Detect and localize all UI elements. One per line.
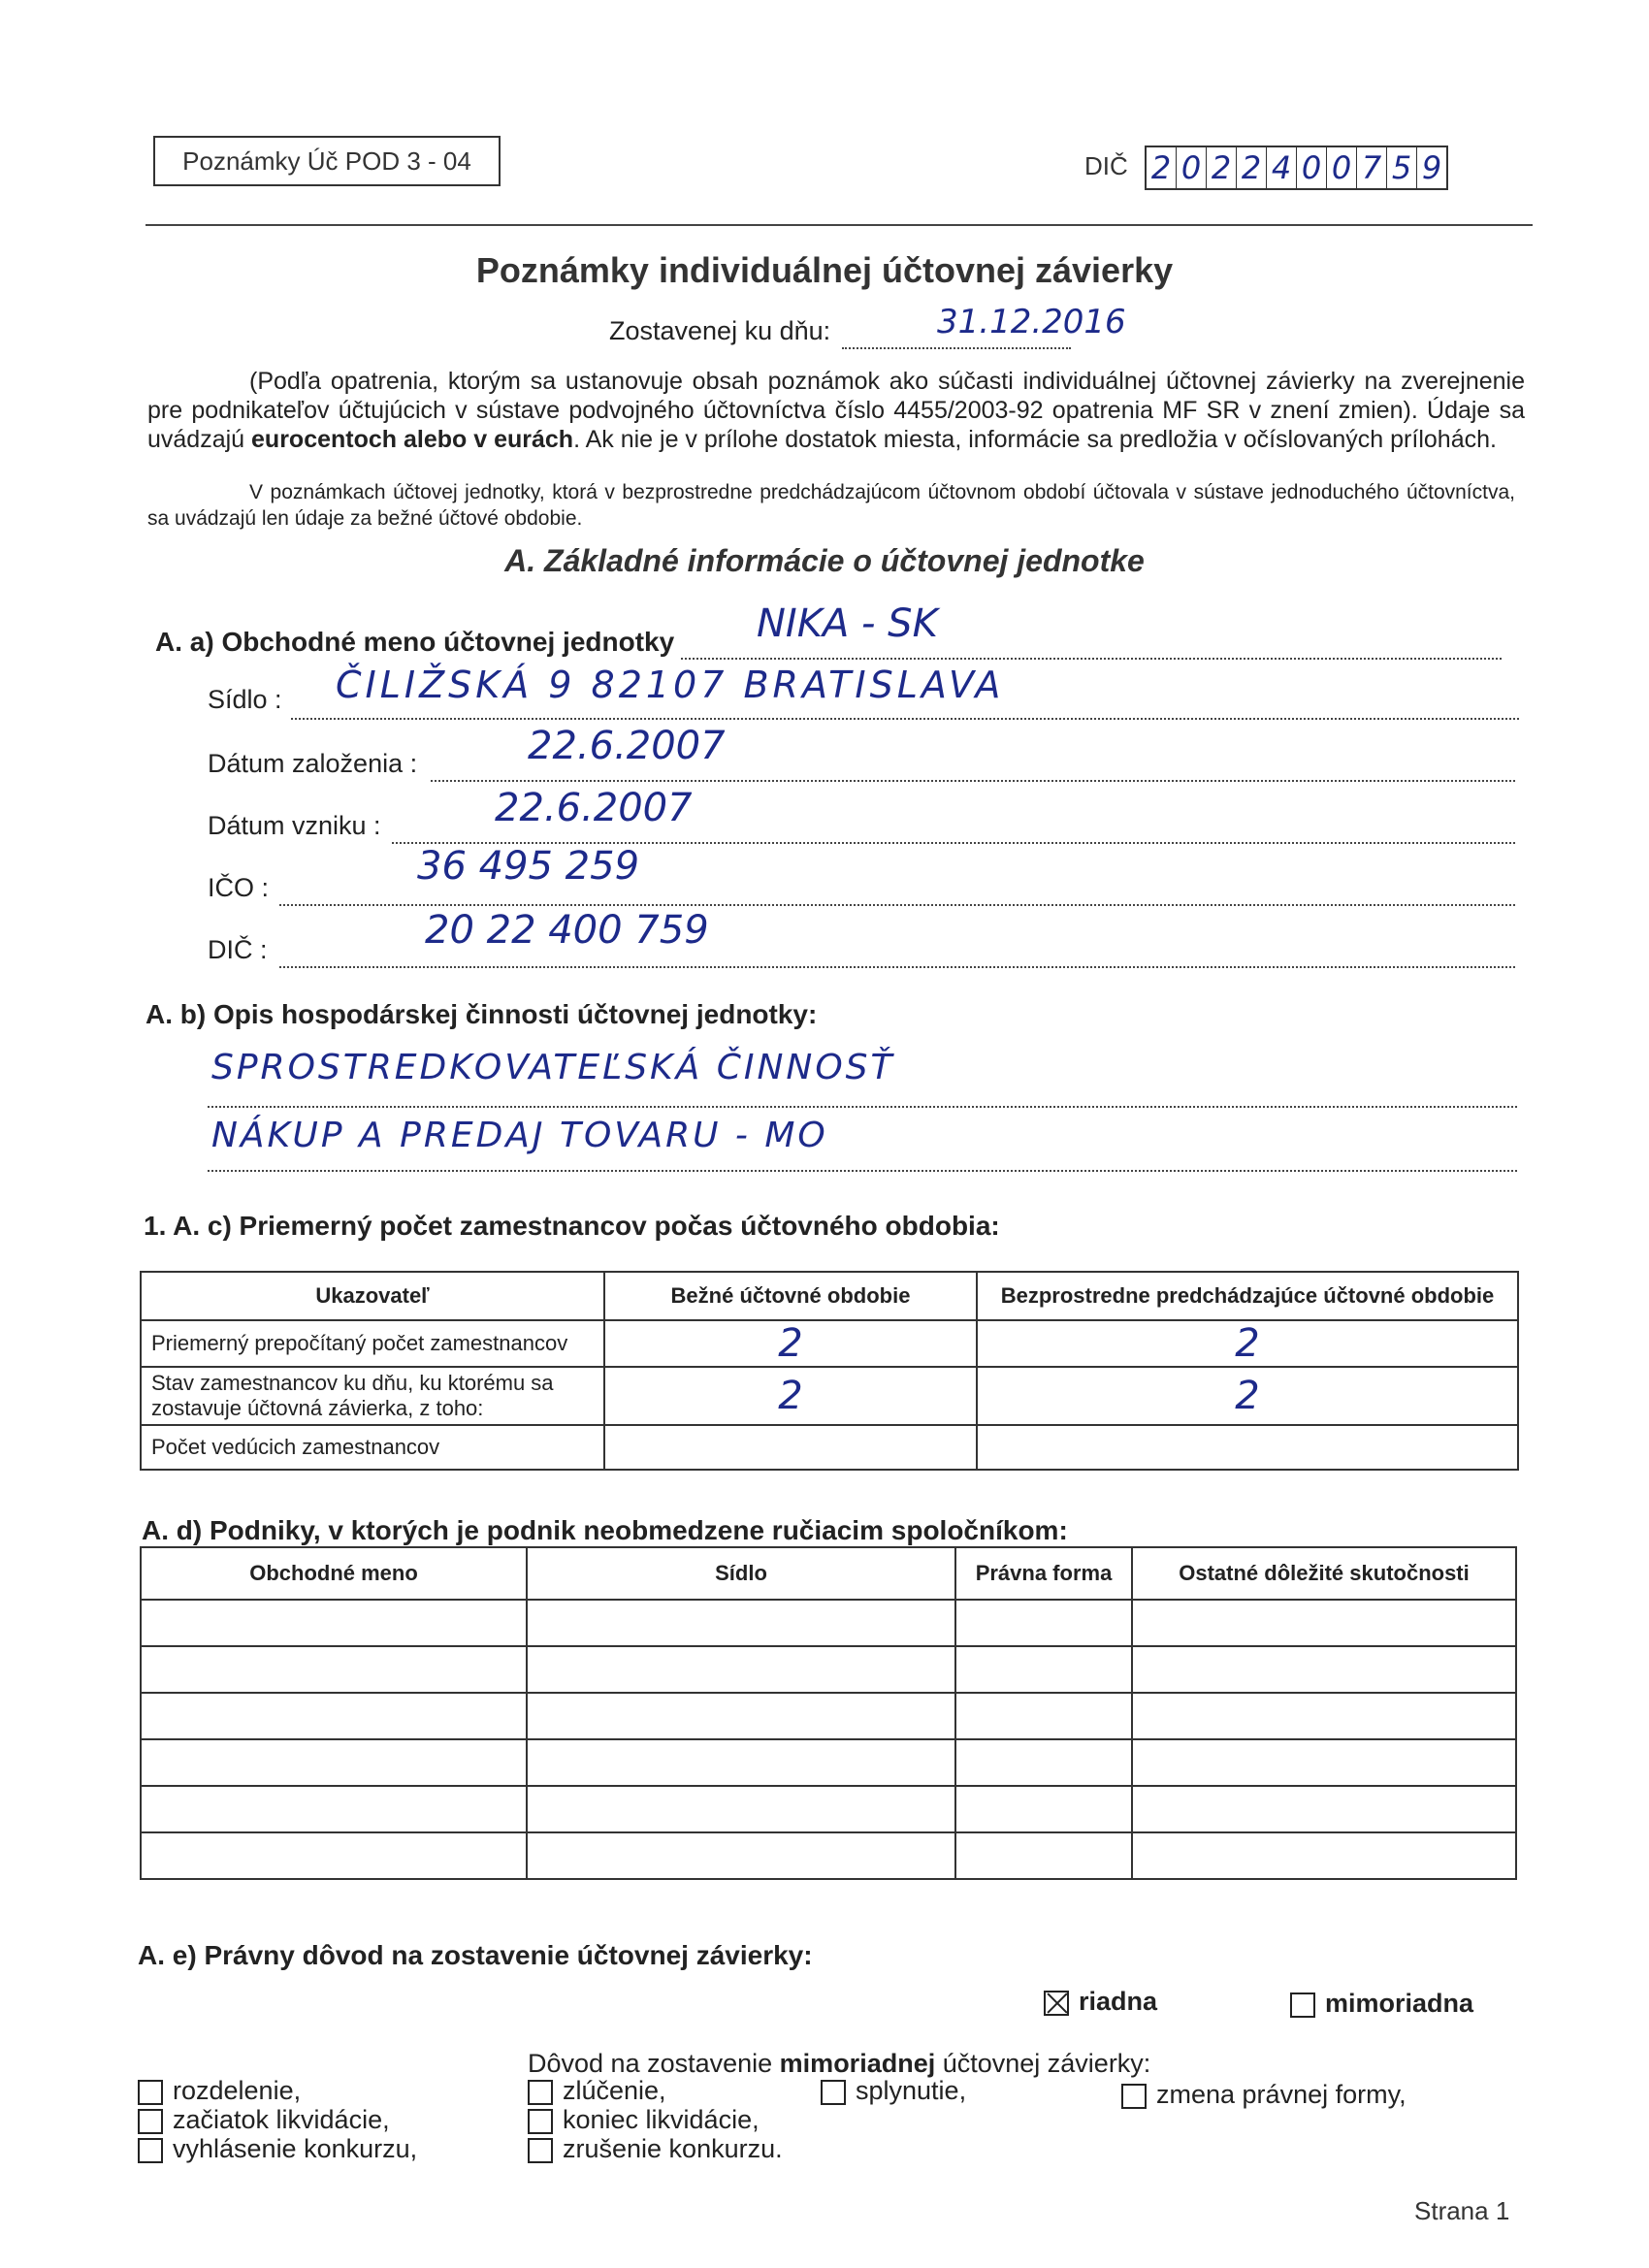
ico-value[interactable]: 36 495 259 [417, 844, 640, 889]
dic-digit[interactable]: 9 [1421, 149, 1442, 186]
regular-option[interactable] [1044, 1987, 1157, 2017]
seat-dots [291, 718, 1519, 720]
options-col-3 [821, 2076, 966, 2105]
option-bankruptcy-cancel[interactable] [528, 2134, 783, 2163]
created-value[interactable]: 22.6.2007 [495, 786, 693, 830]
activity-line-2[interactable]: NÁKUP A PREDAJ TOVARU - MO [211, 1116, 828, 1155]
cell[interactable] [1132, 1600, 1516, 1646]
activity-dots-1 [208, 1106, 1517, 1108]
current-value[interactable]: 2 [604, 1320, 977, 1367]
table-row [141, 1832, 1516, 1879]
dic-dots [279, 966, 1515, 968]
dic-digit[interactable]: 0 [1177, 147, 1207, 188]
current-value[interactable]: 2 [604, 1367, 977, 1425]
intro-paragraph [147, 367, 1525, 454]
intro-paragraph-2: V poznámkach účtovej jednotky, ktorá v bezprostredne predchádzajúcom účtovnom období účtovala v sústave jednoduchého účtovníctva, sa uvádzajú len údaje za bežné účtové obdobie. [147, 481, 1515, 530]
current-value[interactable] [604, 1425, 977, 1470]
cell[interactable] [141, 1786, 527, 1832]
col-indicator: Ukazovateľ [141, 1272, 604, 1320]
header-divider [146, 224, 1533, 226]
col-current: Bežné účtovné obdobie [604, 1272, 977, 1320]
dic-value[interactable]: 20 22 400 759 [425, 908, 709, 953]
option-checkbox[interactable] [138, 2080, 163, 2105]
table-row [141, 1425, 1518, 1470]
activity-dots-2 [208, 1170, 1517, 1172]
cell[interactable] [955, 1693, 1132, 1739]
regular-checkbox[interactable] [1044, 1991, 1069, 2016]
page-title: Poznámky individuálnej účtovnej závierky [475, 250, 1174, 290]
option-checkbox[interactable] [1121, 2084, 1147, 2109]
intro-bold: eurocentoch alebo v eurách [251, 426, 574, 453]
dic-digit[interactable]: 2 [1207, 147, 1237, 188]
founded-dots [431, 780, 1515, 782]
col-legal-form: Právna forma [955, 1547, 1132, 1600]
reason-suffix: účtovnej závierky: [935, 2049, 1151, 2078]
option-split[interactable] [138, 2076, 417, 2105]
compiled-date[interactable]: 31.12.2016 [937, 303, 1126, 341]
option-label: zrušenie konkurzu. [563, 2134, 783, 2163]
options-col-4 [1121, 2080, 1406, 2109]
reason-prefix: Dôvod na zostavenie [528, 2049, 780, 2078]
cell[interactable] [141, 1739, 527, 1786]
cell[interactable] [527, 1832, 955, 1879]
option-checkbox[interactable] [138, 2138, 163, 2163]
a-d-label: A. d) Podniky, v ktorých je podnik neobmedzene ručiacim spoločníkom: [142, 1515, 1068, 1545]
row-label: Priemerný prepočítaný počet zamestnancov [141, 1320, 604, 1367]
company-name[interactable]: NIKA - SK [757, 601, 938, 646]
dic-digit[interactable]: 2 [1147, 147, 1177, 188]
dic-digit[interactable]: 4 [1267, 147, 1297, 188]
created-label: Dátum vzniku : [208, 811, 381, 840]
option-label: začiatok likvidácie, [173, 2105, 390, 2134]
col-name: Obchodné meno [141, 1547, 527, 1600]
cell[interactable] [955, 1646, 1132, 1693]
option-liquidation-end[interactable] [528, 2105, 783, 2134]
intro-text-end: . Ak nie je v prílohe dostatok miesta, informácie sa predložia v očíslovaných prílohách. [573, 426, 1497, 453]
option-label: zmena právnej formy, [1156, 2080, 1406, 2109]
intro-text: (Podľa opatrenia, ktorým sa ustanovuje obsah poznámok ako súčasti individuálnej účtovnej závierky na zverejnenie pre podnikateľov účtujúcich v sústave podvojného účtovníctva číslo 4455/2003-92 opatrenia MF SR v znení zmien). Údaje sa uvádzajú [147, 368, 1525, 453]
table-row [141, 1600, 1516, 1646]
ico-label: IČO : [208, 873, 270, 902]
seat-value[interactable]: ČILIŽSKÁ 9 82107 BRATISLAVA [336, 664, 1005, 706]
table-row [141, 1367, 1518, 1425]
dic-label: DIČ : [208, 935, 268, 964]
a-b-label: A. b) Opis hospodárskej činnosti účtovnej jednotky: [146, 999, 818, 1029]
seat-label: Sídlo : [208, 685, 282, 714]
option-label: vyhlásenie konkurzu, [173, 2134, 418, 2163]
a-e-label: A. e) Právny dôvod na zostavenie účtovnej závierky: [138, 1940, 813, 1970]
founded-label: Dátum založenia : [208, 749, 418, 778]
extraordinary-checkbox[interactable] [1290, 1993, 1315, 2018]
table-row [141, 1646, 1516, 1693]
compiled-label: Zostavenej ku dňu: [609, 316, 831, 345]
form-code-box [153, 136, 501, 186]
cell[interactable] [141, 1600, 527, 1646]
cell[interactable] [1132, 1646, 1516, 1693]
form-code: Poznámky Úč POD 3 - 04 [182, 146, 471, 176]
option-checkbox[interactable] [528, 2080, 553, 2105]
previous-value[interactable]: 2 [977, 1367, 1518, 1425]
option-checkbox[interactable] [138, 2109, 163, 2134]
option-legal-form-change[interactable] [1121, 2080, 1406, 2109]
cell[interactable] [527, 1786, 955, 1832]
option-bankruptcy[interactable] [138, 2134, 417, 2163]
cell[interactable] [527, 1739, 955, 1786]
cell[interactable] [955, 1600, 1132, 1646]
reason-bold: mimoriadnej [779, 2049, 936, 2078]
option-checkbox[interactable] [821, 2080, 846, 2105]
table-row [141, 1739, 1516, 1786]
option-label: rozdelenie, [173, 2076, 302, 2105]
previous-value[interactable] [977, 1425, 1518, 1470]
option-checkbox[interactable] [528, 2138, 553, 2163]
option-liquidation-start[interactable] [138, 2105, 417, 2134]
founded-value[interactable]: 22.6.2007 [528, 724, 726, 768]
dic-digit[interactable]: 7 [1357, 147, 1387, 188]
option-label: zlúčenie, [563, 2076, 666, 2105]
cell[interactable] [955, 1832, 1132, 1879]
cell[interactable] [1132, 1693, 1516, 1739]
reason-heading [528, 2049, 1150, 2079]
table-header-row [141, 1272, 1518, 1320]
cell[interactable] [1132, 1786, 1516, 1832]
table-row [141, 1693, 1516, 1739]
a-a-dots [681, 658, 1502, 660]
header-dic-label: DIČ [1084, 151, 1128, 180]
options-col-2 [528, 2076, 783, 2163]
page-number: Strana 1 [1414, 2196, 1510, 2225]
cell[interactable] [1132, 1832, 1516, 1879]
partners-table [140, 1546, 1517, 1880]
cell[interactable] [141, 1832, 527, 1879]
option-merger[interactable] [528, 2076, 783, 2105]
option-label: koniec likvidácie, [563, 2105, 760, 2134]
col-previous: Bezprostredne predchádzajúce účtovné obdobie [977, 1272, 1518, 1320]
cell[interactable] [955, 1786, 1132, 1832]
options-col-1 [138, 2076, 417, 2163]
option-checkbox[interactable] [528, 2109, 553, 2134]
a-c-label: 1. A. c) Priemerný počet zamestnancov počas účtovného obdobia: [144, 1211, 1000, 1241]
a-a-label: A. a) Obchodné meno účtovnej jednotky [155, 627, 675, 657]
dic-digit[interactable]: 0 [1327, 147, 1357, 188]
col-other: Ostatné dôležité skutočnosti [1132, 1547, 1516, 1600]
table-row [141, 1786, 1516, 1832]
cell[interactable] [1132, 1739, 1516, 1786]
cell[interactable] [527, 1693, 955, 1739]
table-header-row [141, 1547, 1516, 1600]
table-row [141, 1320, 1518, 1367]
ico-dots [279, 904, 1515, 906]
cell[interactable] [527, 1600, 955, 1646]
row-label: Počet vedúcich zamestnancov [141, 1425, 604, 1470]
regular-label: riadna [1079, 1987, 1158, 2016]
cell[interactable] [141, 1693, 527, 1739]
previous-value[interactable]: 2 [977, 1320, 1518, 1367]
extraordinary-label: mimoriadna [1325, 1989, 1474, 2018]
cell[interactable] [141, 1646, 527, 1693]
dic-digit[interactable]: 0 [1297, 147, 1327, 188]
option-amalgamation[interactable] [821, 2076, 966, 2105]
col-seat: Sídlo [527, 1547, 955, 1600]
row-label: Stav zamestnancov ku dňu, ku ktorému sa zostavuje účtovná závierka, z toho: [141, 1367, 604, 1425]
employees-table [140, 1271, 1519, 1471]
dic-digit[interactable]: 2 [1237, 147, 1267, 188]
extraordinary-option[interactable] [1290, 1989, 1473, 2019]
cell[interactable] [955, 1739, 1132, 1786]
option-label: splynutie, [856, 2076, 967, 2105]
header-dic-boxes [1145, 146, 1448, 190]
activity-line-1[interactable]: SPROSTREDKOVATEĽSKÁ ČINNOSŤ [211, 1048, 895, 1087]
compiled-dots [842, 347, 1071, 349]
cell[interactable] [527, 1646, 955, 1693]
section-a-title: A. Základné informácie o účtovnej jednotke [504, 543, 1145, 578]
dic-digit[interactable]: 5 [1387, 147, 1417, 188]
